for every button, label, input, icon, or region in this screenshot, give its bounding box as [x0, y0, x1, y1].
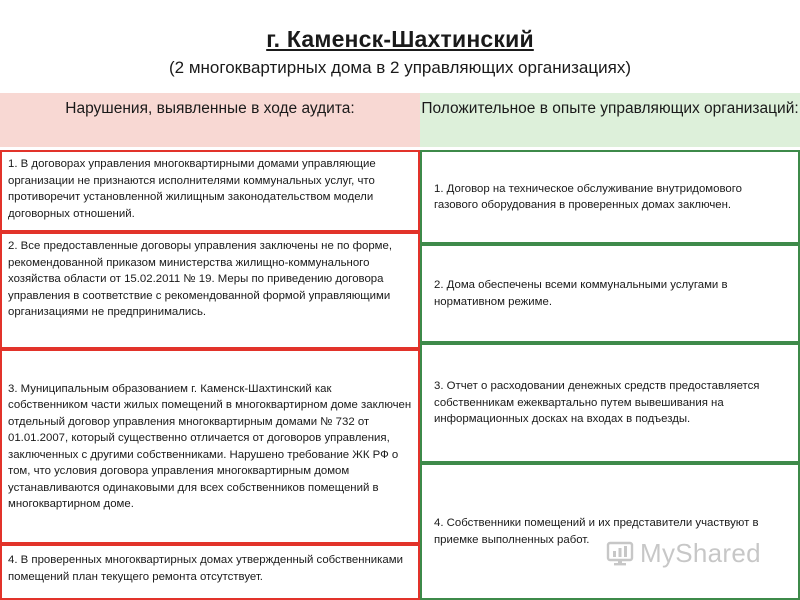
violation-item-2: 2. Все предоставленные договоры управления заключены не по форме, рекомендованной приказом министерства жилищно-коммунального хозяйства области от 15.02.2011 № 19. Меры по приведению договора управления в соответствие с рекомендованной формой управляющими организациями не предпринимались.	[0, 232, 420, 349]
positive-item-2	[420, 244, 800, 343]
positive-item-4	[420, 463, 800, 600]
watermark	[606, 536, 761, 570]
violations-header: Нарушения, выявленные в ходе аудита:	[0, 93, 420, 147]
positive-item-1-text: 1. Договор на техническое обслуживание внутридомового газового оборудования в проверенных домах заключен.	[434, 182, 742, 211]
violation-item-3	[0, 349, 420, 544]
watermark-text: MyShared	[640, 537, 761, 568]
positive-item-3-text: 3. Отчет о расходовании денежных средств предоставляется собственникам ежеквартально путем вывешивания на информационных досках на входах в подъезды.	[434, 380, 760, 426]
positive-item-3	[420, 343, 800, 463]
violation-item-1: 1. В договорах управления многоквартирными домами управляющие организации не признаются исполнителями коммунальных услуг, что противоречит установленной жилищным законодательством модели договорных отношений.	[0, 150, 420, 232]
violation-item-4: 4. В проверенных многоквартирных домах утвержденный собственниками помещений план текущего ремонта отсутствует.	[0, 544, 420, 600]
positive-item-2-text: 2. Дома обеспечены всеми коммунальными услугами в нормативном режиме.	[434, 279, 728, 308]
page-subtitle: (2 многоквартирных дома в 2 управляющих организациях)	[169, 58, 631, 77]
myshared-logo-icon	[606, 539, 634, 567]
positives-header: Положительное в опыте управляющих организаций:	[420, 93, 800, 147]
violation-item-3-text: 3. Муниципальным образованием г. Каменск-Шахтинский как собственником части жилых помещений в многоквартирном доме заключен отдельный договор управления многоквартирным домами № 732 от 01.01.2007, который существенно отличается от договоров управления, заключенных с другими собственниками. Нарушено требование ЖК РФ о том, что условия договора управления многоквартирным домом устанавливаются одинаковыми для всех собственников помещений в многоквартирном доме.	[8, 382, 412, 510]
positive-item-4-text: 4. Собственники помещений и их представители участвуют в приемке выполненных работ.	[434, 517, 759, 546]
page-title: г. Каменск-Шахтинский	[266, 26, 534, 52]
positive-item-1	[420, 150, 800, 244]
